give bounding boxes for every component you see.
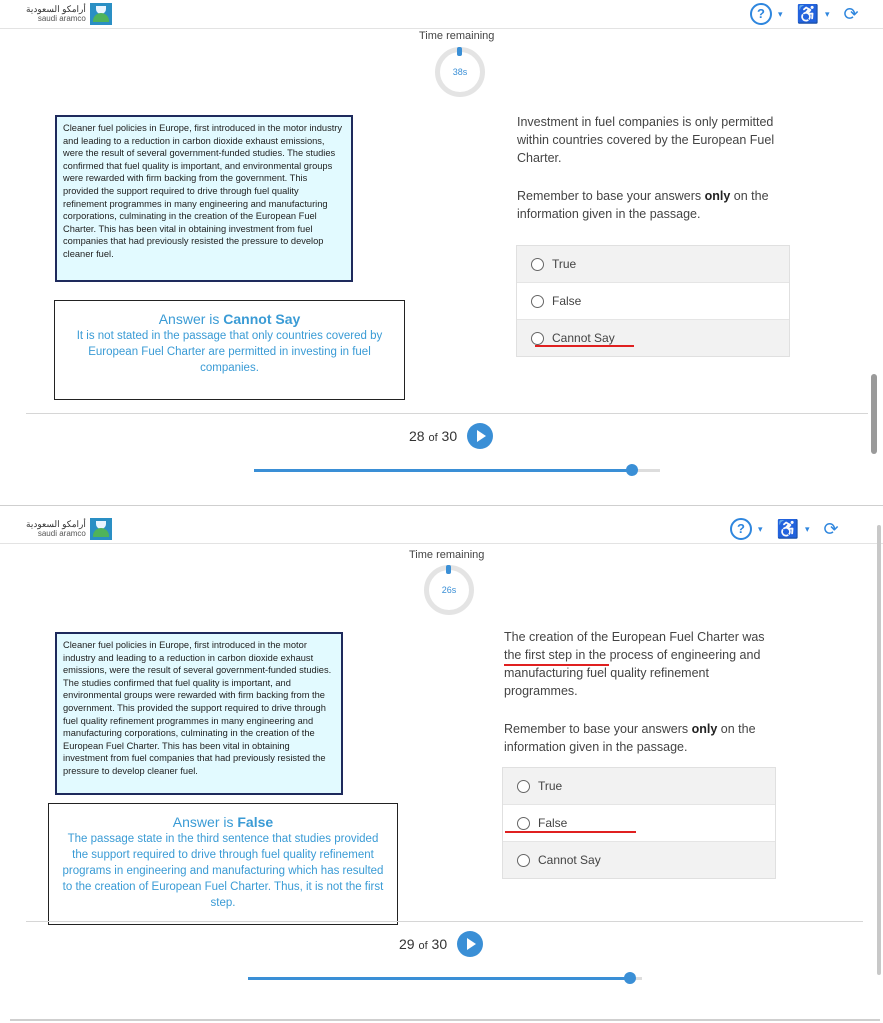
timer-label: Time remaining: [419, 30, 495, 42]
answer-value: False: [237, 814, 274, 830]
aramco-logo-icon: [90, 518, 112, 540]
exit-icon: ⟳: [843, 3, 859, 24]
accessibility-icon: ♿: [796, 3, 819, 24]
logo-arabic: أرامكو السعودية: [26, 4, 86, 14]
radio-icon[interactable]: [531, 258, 544, 271]
logo-english: saudi aramco: [37, 14, 86, 23]
countdown-timer: [435, 47, 485, 97]
top-bar: [0, 515, 883, 544]
toolbar: [750, 3, 859, 25]
answer-heading: Answer is False: [172, 814, 274, 830]
timer-seconds: 26s: [441, 585, 457, 595]
red-underline-annotation: [505, 831, 636, 833]
footer-divider: [26, 921, 863, 922]
aramco-logo: [26, 518, 112, 540]
option-true[interactable]: True: [503, 768, 775, 804]
logo-english: saudi aramco: [37, 529, 86, 538]
question-counter: 29 of 30: [399, 931, 483, 957]
timer-seconds: 38s: [452, 67, 468, 77]
toolbar: [730, 518, 839, 540]
radio-icon[interactable]: [517, 854, 530, 867]
instruction-note: Remember to base your answers only on the information given in the passage.: [504, 722, 756, 754]
question-text: The creation of the European Fuel Charter was the first step in the process of engineering and manufacturing fuel quality refinement programmes.: [504, 630, 765, 698]
total-questions: 30: [441, 428, 458, 444]
answer-options: [502, 767, 776, 879]
progress-bar: [254, 469, 660, 472]
answer-value: Cannot Say: [223, 311, 301, 327]
answer-heading: Answer is Cannot Say: [158, 311, 301, 327]
footer-divider: [26, 413, 868, 414]
timer-label: Time remaining: [409, 549, 485, 561]
bottom-border: [10, 1019, 880, 1021]
accessibility-menu[interactable]: [797, 4, 830, 25]
accessibility-icon: ♿: [776, 518, 799, 539]
scrollbar[interactable]: [877, 525, 881, 975]
aramco-logo-icon: [90, 3, 112, 25]
question-28-panel: [0, 0, 883, 505]
red-underline-annotation: [504, 664, 609, 666]
progress-fill: [248, 977, 630, 980]
help-menu[interactable]: [750, 3, 783, 25]
passage-text: Cleaner fuel policies in Europe, first introduced in the motor industry and leading to a reduction in carbon dioxide exhaust emissions, were the result of several government-funded studies. The studies confirmed that fuel quality is important, and environmental groups were rewarded with firm backing from the government. This provided the support required to drive through fuel quality refinement programmes in many engineering and manufacturing corporations, culminating in the creation of the European Fuel Charter. This has been vital in obtaining investment from fuel companies that had previously resisted the pressure to develop cleaner fuel.: [55, 115, 353, 282]
option-false[interactable]: False: [517, 282, 789, 319]
exit-button[interactable]: [823, 519, 838, 540]
aramco-logo: [26, 3, 112, 25]
radio-icon[interactable]: [517, 817, 530, 830]
question-text: Investment in fuel companies is only permitted within countries covered by the European Fuel Charter.: [517, 115, 775, 165]
scrollbar[interactable]: [871, 374, 877, 454]
answer-options: [516, 245, 790, 357]
answer-explanation-box: [54, 300, 405, 400]
question-29-panel: [0, 515, 883, 1023]
question-block: [504, 628, 772, 776]
accessibility-menu[interactable]: [777, 519, 810, 540]
current-question: 29: [399, 936, 415, 952]
help-icon: ?: [750, 3, 772, 25]
chevron-down-icon: ▾: [758, 523, 763, 534]
countdown-timer: [424, 565, 474, 615]
total-questions: 30: [431, 936, 448, 952]
progress-knob[interactable]: [626, 464, 638, 476]
progress-fill: [254, 469, 632, 472]
chevron-down-icon: ▾: [824, 8, 830, 19]
question-block: [517, 113, 792, 243]
progress-knob[interactable]: [624, 972, 636, 984]
logo-arabic: أرامكو السعودية: [26, 519, 86, 529]
red-underline-annotation: [535, 345, 634, 347]
chevron-down-icon: ▾: [804, 523, 810, 534]
progress-bar: [248, 977, 642, 980]
option-cannot-say[interactable]: Cannot Say: [517, 319, 789, 356]
question-counter: 28 of 30: [409, 423, 493, 449]
exit-icon: ⟳: [823, 518, 839, 539]
chevron-down-icon: ▾: [778, 8, 783, 19]
answer-explanation-box: [48, 803, 398, 925]
option-true[interactable]: True: [517, 246, 789, 282]
answer-explanation: The passage state in the third sentence that studies provided the support required to drive through fuel quality refinement programs in engineering and manufacturing which has resulted to the creation of European Fuel Charter. Thus, it is not the first step.: [62, 833, 384, 909]
answer-explanation: It is not stated in the passage that only countries covered by European Fuel Charter are permitted in investing in fuel companies.: [76, 330, 383, 374]
option-cannot-say[interactable]: Cannot Say: [503, 841, 775, 878]
top-bar: [0, 0, 883, 29]
next-question-button[interactable]: [457, 931, 483, 957]
exit-button[interactable]: [843, 4, 858, 25]
current-question: 28: [409, 428, 425, 444]
radio-icon[interactable]: [517, 780, 530, 793]
next-question-button[interactable]: [467, 423, 493, 449]
help-icon: ?: [730, 518, 752, 540]
instruction-note: Remember to base your answers only on the information given in the passage.: [517, 189, 769, 221]
radio-icon[interactable]: [531, 295, 544, 308]
help-menu[interactable]: [730, 518, 763, 540]
passage-text: Cleaner fuel policies in Europe, first introduced in the motor industry and leading to a reduction in carbon dioxide exhaust emissions, were the result of several government-funded studies. The studies confirmed that fuel quality is important, and environmental groups were rewarded with firm backing from the government. This provided the support required to drive through fuel quality refinement programmes in many engineering and manufacturing corporations, culminating in the creation of the European Fuel Charter. This has been vital in obtaining investment from fuel companies that had previously resisted the pressure to develop cleaner fuel.: [55, 632, 343, 795]
option-false[interactable]: False: [503, 804, 775, 841]
radio-icon[interactable]: [531, 332, 544, 345]
